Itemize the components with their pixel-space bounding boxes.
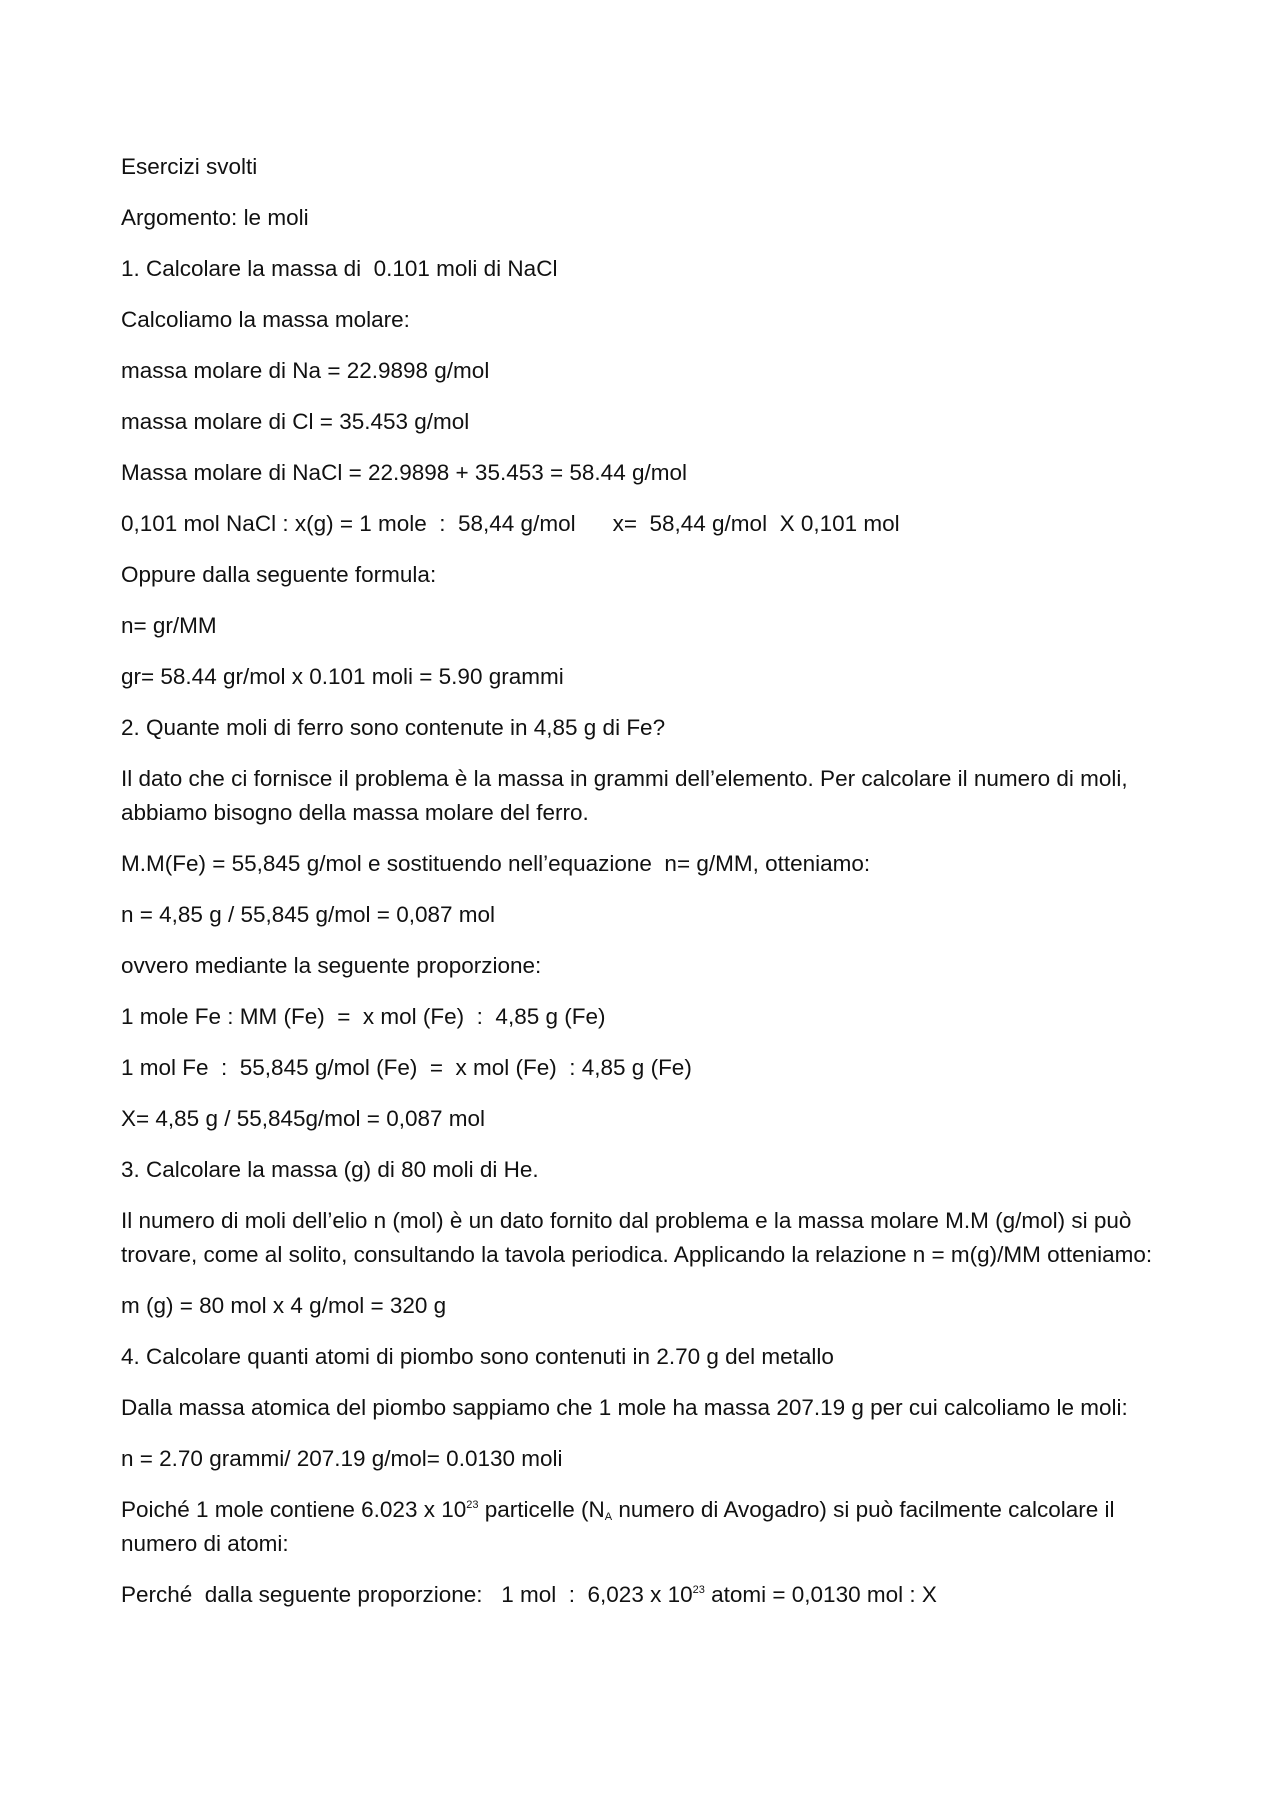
paragraph: Oppure dalla seguente formula:	[121, 562, 437, 587]
paragraph: m (g) = 80 mol x 4 g/mol = 320 g	[121, 1293, 447, 1318]
exponent: 23	[692, 1584, 705, 1596]
proportion-left: 0,101 mol NaCl : x(g) = 1 mole : 58,44 g/mol	[121, 511, 576, 536]
document-title: Esercizi svolti	[121, 154, 258, 179]
proportion-result: x= 58,44 g/mol X 0,101 mol	[612, 511, 900, 536]
paragraph: Poiché 1 mole contiene 6.023 x $10^{23}$ particelle ($N_A$ numero di Avogadro) si può facilmente calcolare il numero di atomi:	[121, 1497, 1121, 1556]
paragraph: M.M(Fe) = 55,845 g/mol e sostituendo nell’equazione n= g/MM, otteniamo:	[121, 851, 871, 876]
paragraph: n = 4,85 g / 55,845 g/mol = 0,087 mol	[121, 902, 496, 927]
formula: n= gr/MM	[121, 613, 217, 638]
paragraph: Perché dalla seguente proporzione: 1 mol : 6,023 x $10^{23}$ atomi = 0,0130 mol : X	[121, 1582, 937, 1607]
exercise-4-heading: 4. Calcolare quanti atomi di piombo sono contenuti in 2.70 g del metallo	[121, 1344, 834, 1369]
paragraph: massa molare di Na = 22.9898 g/mol	[121, 358, 490, 383]
paragraph: Il numero di moli dell’elio n (mol) è un dato fornito dal problema e la massa molare M.M (g/mol) si può trovare, come al solito, consultando la tavola periodica. Applicando la relazione n = m(g)/MM otteniamo:	[121, 1208, 1153, 1267]
exercise-3-heading: 3. Calcolare la massa (g) di 80 moli di He.	[121, 1157, 539, 1182]
paragraph: Massa molare di NaCl = 22.9898 + 35.453 = 58.44 g/mol	[121, 460, 687, 485]
paragraph: n = 2.70 grammi/ 207.19 g/mol= 0.0130 moli	[121, 1446, 563, 1471]
document-topic: Argomento: le moli	[121, 205, 309, 230]
paragraph: Il dato che ci fornisce il problema è la massa in grammi dell’elemento. Per calcolare il numero di moli, abbiamo bisogno della massa molare del ferro.	[121, 766, 1134, 825]
document-body	[121, 150, 1161, 1629]
paragraph: Calcoliamo la massa molare:	[121, 307, 410, 332]
exponent: 23	[466, 1499, 479, 1511]
paragraph: gr= 58.44 gr/mol x 0.101 moli = 5.90 grammi	[121, 664, 564, 689]
paragraph: Dalla massa atomica del piombo sappiamo che 1 mole ha massa 207.19 g per cui calcoliamo le moli:	[121, 1395, 1128, 1420]
paragraph: massa molare di Cl = 35.453 g/mol	[121, 409, 470, 434]
paragraph: 1 mole Fe : MM (Fe) = x mol (Fe) : 4,85 g (Fe)	[121, 1004, 606, 1029]
proportion-line	[121, 507, 1161, 541]
exercise-2-heading: 2. Quante moli di ferro sono contenute in 4,85 g di Fe?	[121, 715, 666, 740]
exercise-1-heading: 1. Calcolare la massa di 0.101 moli di NaCl	[121, 256, 558, 281]
subscript: A	[604, 1511, 613, 1523]
paragraph: ovvero mediante la seguente proporzione:	[121, 953, 542, 978]
paragraph: 1 mol Fe : 55,845 g/mol (Fe) = x mol (Fe) : 4,85 g (Fe)	[121, 1055, 692, 1080]
paragraph: X= 4,85 g / 55,845g/mol = 0,087 mol	[121, 1106, 485, 1131]
